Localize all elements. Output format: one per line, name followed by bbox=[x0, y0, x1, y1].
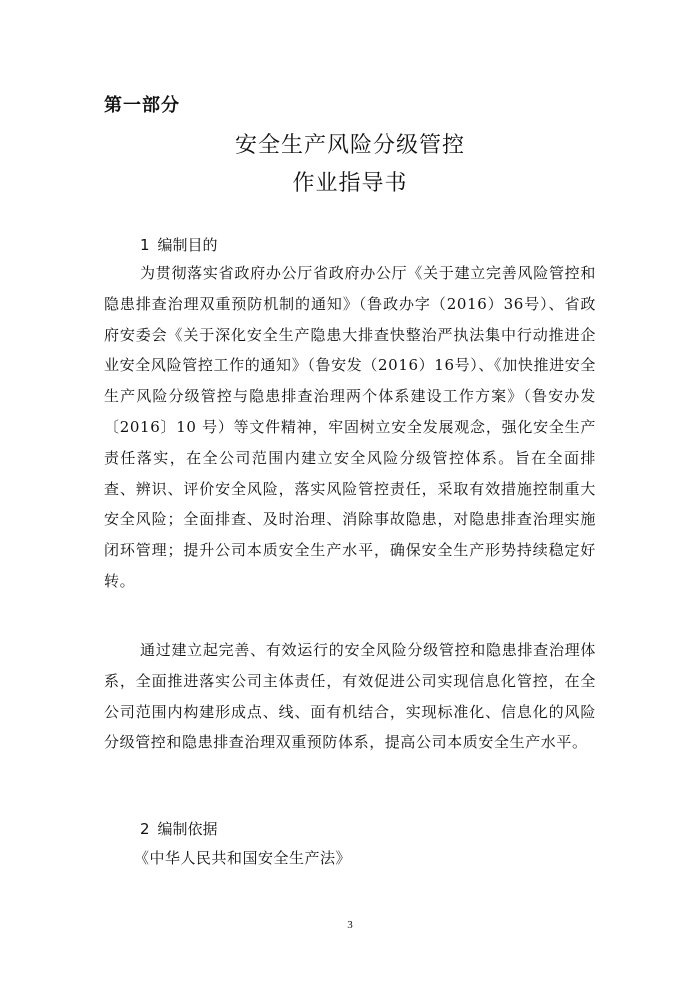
document-title-line-1: 安全生产风险分级管控 bbox=[234, 133, 465, 158]
section-number: 2 bbox=[140, 820, 150, 838]
section-heading-basis bbox=[140, 818, 218, 839]
section-number: 1 bbox=[140, 236, 150, 254]
part-label: 第一部分 bbox=[104, 95, 180, 116]
section-heading-text: 编制目的 bbox=[157, 236, 218, 254]
document-title-line-2: 作业指导书 bbox=[292, 171, 408, 196]
section-heading-purpose bbox=[140, 234, 218, 255]
body-paragraph: 通过建立起完善、有效运行的安全风险分级管控和隐患排查治理体系，全面推进落实公司主体责任，有效促进公司实现信息化管控，在全公司范围内构建形成点、线、面有机结合，实现标准化、信息化的风险分级管控和隐患排查治理双重预防体系，提高公司本质安全生产水平。 bbox=[104, 641, 596, 752]
page-number: 3 bbox=[347, 919, 353, 931]
body-paragraph: 为贯彻落实省政府办公厅省政府办公厅《关于建立完善风险管控和隐患排查治理双重预防机制的通知》（鲁政办字（2016）36号）、省政府安委会《关于深化安全生产隐患大排查快整治严执法集中行动推进企业安全风险管控工作的通知》（鲁安发（2016）16号）、《加快推进安全生产风险分级管控与隐患排查治理两个体系建设工作方案》（鲁安办发〔2016〕10 号）等文件精神，牢固树立安全发展观念，强化安全生产责任落实，在全公司范围内建立安全风险分级管控体系。旨在全面排查、辨识、评价安全风险，落实风险管控责任，采取有效措施控制重大安全风险；全面排查、及时治理、消除事故隐患，对隐患排查治理实施闭环管理；提升公司本质安全生产水平，确保安全生产形势持续稳定好转。 bbox=[104, 264, 596, 590]
section-heading-text: 编制依据 bbox=[157, 820, 218, 838]
law-reference-item: 《中华人民共和国安全生产法》 bbox=[134, 849, 352, 867]
